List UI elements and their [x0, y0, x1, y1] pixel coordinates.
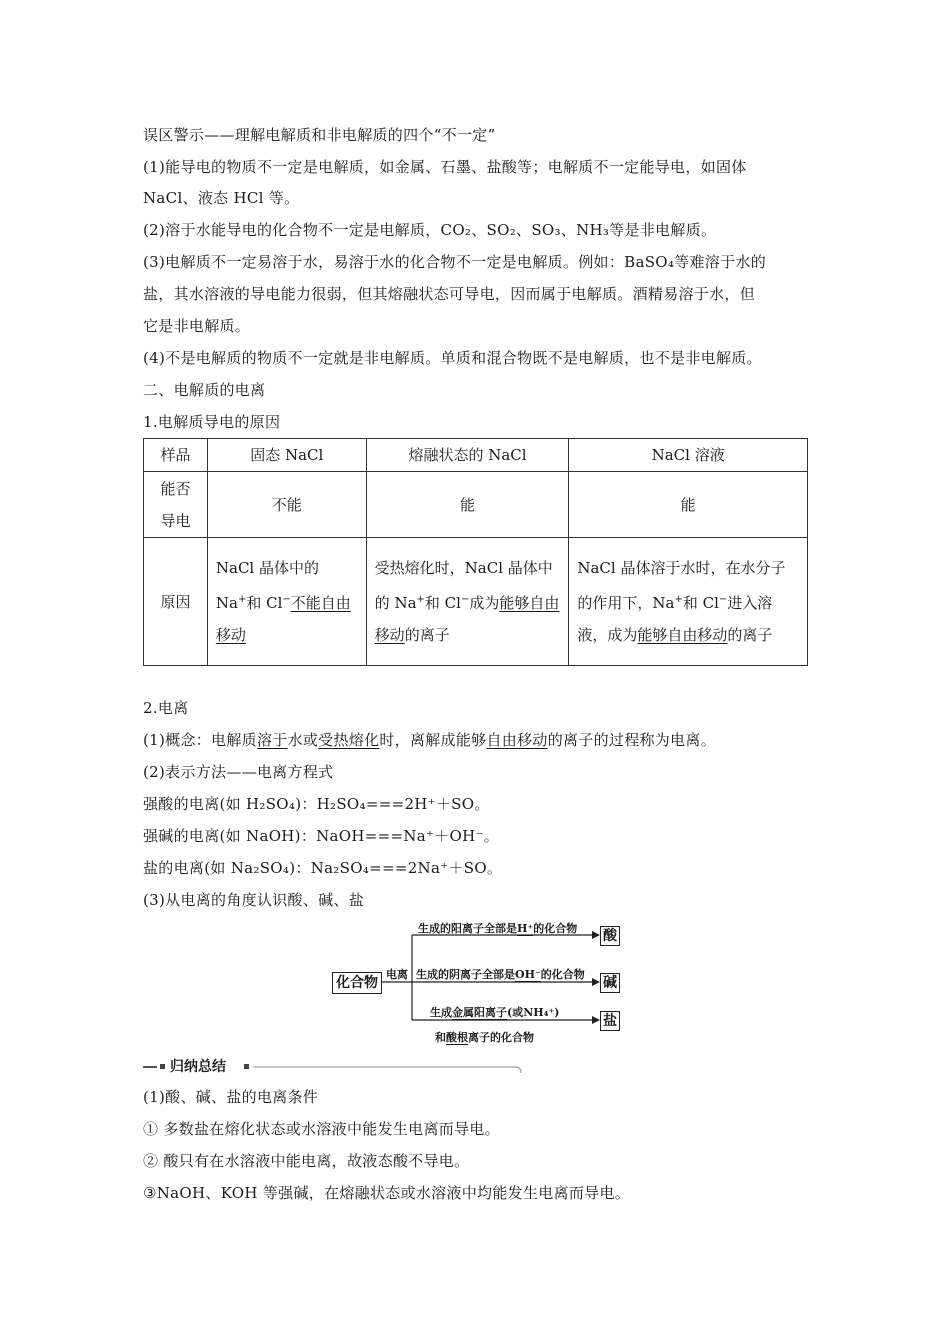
ionization-concept: [143, 730, 813, 750]
warning-point-2: (2)溶于水能导电的化合物不一定是电解质，CO₂、SO₂、SO₃、NH₃等是非电解质。: [143, 221, 717, 239]
underlined-answer: 不能自由移动: [215, 594, 351, 644]
underlined-answer: 能够自由移动: [637, 626, 728, 644]
table-header-cell: 固态 NaCl: [207, 439, 366, 472]
label-text: 的化合物: [533, 922, 578, 935]
summary-line-4: ③NaOH、KOH 等强碱，在熔融状态或水溶液中均能发生电离而导电。: [143, 1184, 631, 1202]
concept-text: 水或: [287, 731, 319, 749]
row-label-reason: 原因: [144, 538, 208, 666]
compound-box: 化合物: [332, 972, 382, 994]
table-cell: [207, 538, 366, 666]
table-row: [144, 439, 808, 472]
salt-definition-line2: [435, 1029, 534, 1045]
underlined-answer: 酸根: [446, 1031, 468, 1044]
table-cell: 不能: [207, 472, 366, 538]
cell-text: 的离子: [727, 626, 773, 644]
base-box: 碱: [600, 973, 620, 993]
cell-text: 的离子: [404, 626, 450, 644]
table-cell: [366, 538, 569, 666]
ionization-method: (2)表示方法——电离方程式: [143, 763, 334, 781]
table-header-cell: 样品: [144, 439, 208, 472]
table-cell: [569, 538, 808, 666]
equation-acid: 强酸的电离(如 H₂SO₄)：H₂SO₄===2H⁺＋SO。: [143, 795, 490, 813]
cell-text: NaCl 晶体中的 Na: [215, 559, 320, 612]
table-header-cell: 熔融状态的 NaCl: [366, 439, 569, 472]
concept-text: 时，离解成能够: [379, 731, 487, 749]
cell-text: 和 Cl: [682, 594, 719, 612]
summary-title: 归纳总结: [170, 1059, 226, 1075]
warning-title: 误区警示——理解电解质和非电解质的四个“不一定”: [143, 126, 496, 144]
underlined-answer: 自由移动: [486, 731, 548, 749]
table-cell: 能: [569, 472, 808, 538]
warning-point-1a: (1)能导电的物质不一定是电解质，如金属、石墨、盐酸等；电解质不一定能导电，如固体: [143, 158, 747, 176]
label-text: 的化合物: [540, 968, 585, 981]
cell-text: 进入溶液，成为: [577, 594, 773, 644]
warning-point-3b: 盐，其水溶液的导电能力很弱，但其熔融状态可导电，因而属于电解质。酒精易溶于水，但: [143, 285, 756, 303]
underlined-answer: H⁺: [517, 922, 534, 935]
warning-point-3a: (3)电解质不一定易溶于水，易溶于水的化合物不一定是电解质。例如：BaSO₄等难溶于水的: [143, 253, 767, 271]
label-text: 和: [435, 1031, 446, 1044]
section-heading: 二、电解质的电离: [143, 381, 266, 399]
warning-point-3c: 它是非电解质。: [143, 317, 251, 335]
underlined-answer: 溶于: [256, 731, 288, 749]
charge-superscript: −: [718, 594, 728, 605]
base-definition: [416, 966, 585, 982]
concept-text: (1)概念：电解质: [143, 731, 257, 749]
equation-salt: 盐的电离(如 Na₂SO₄)：Na₂SO₄===2Na⁺＋SO。: [143, 859, 503, 877]
row-label-line: 能否: [160, 479, 191, 498]
row-label-line: 导电: [160, 511, 191, 530]
underlined-answer: 能够自由移动: [374, 594, 560, 644]
underlined-answer: OH⁻: [515, 968, 541, 981]
table-header-cell: NaCl 溶液: [569, 439, 808, 472]
concept-text: 的离子的过程称为电离。: [547, 731, 716, 749]
cell-text: 受热熔化时，NaCl 晶体中的 Na: [374, 559, 553, 612]
warning-point-1b: NaCl、液态 HCl 等。: [143, 189, 300, 207]
ionization-perspective: (3)从电离的角度认识酸、碱、盐: [143, 891, 365, 909]
cell-text: 和 Cl: [246, 594, 283, 612]
table-row: [144, 472, 808, 538]
cell-text: NaCl 晶体溶于水时，在水分子的作用下，Na: [577, 559, 786, 612]
subsection-heading: 1.电解质导电的原因: [143, 413, 281, 431]
summary-line-2: ① 多数盐在熔化状态或水溶液中能发生电离而导电。: [143, 1120, 500, 1138]
label-text: 离子的化合物: [468, 1031, 534, 1044]
table-row: [144, 538, 808, 666]
charge-superscript: +: [237, 594, 247, 605]
cell-text: 和 Cl: [424, 594, 461, 612]
salt-box: 盐: [600, 1011, 620, 1031]
acid-box: 酸: [600, 926, 620, 946]
acid-base-salt-diagram: [330, 915, 620, 1045]
ionization-heading: 2.电离: [143, 699, 189, 717]
equation-base: 强碱的电离(如 NaOH)：NaOH===Na⁺＋OH⁻。: [143, 827, 500, 845]
summary-line-1: (1)酸、碱、盐的电离条件: [143, 1088, 319, 1106]
conduction-table: [143, 438, 808, 666]
label-text: 生成: [430, 1006, 452, 1019]
underlined-answer: 受热熔化: [318, 731, 380, 749]
label-text: (或NH₄⁺): [507, 1006, 560, 1019]
charge-superscript: +: [674, 594, 683, 605]
label-text: 生成的阳离子全部是: [418, 922, 517, 935]
charge-superscript: −: [282, 594, 291, 605]
acid-definition: [418, 920, 577, 936]
underlined-answer: 金属阳离子: [452, 1006, 507, 1019]
cell-text: 成为: [469, 594, 500, 612]
label-text: 生成的阴离子全部是: [416, 968, 515, 981]
charge-superscript: +: [416, 594, 425, 605]
row-label-conduct: [144, 472, 208, 538]
summary-line-3: ② 酸只有在水溶液中能电离，故液态酸不导电。: [143, 1152, 470, 1170]
salt-definition-line1: [430, 1004, 559, 1020]
table-cell: 能: [366, 472, 569, 538]
charge-superscript: −: [460, 594, 470, 605]
ionize-label: 电离: [386, 968, 408, 981]
warning-point-4: (4)不是电解质的物质不一定就是非电解质。单质和混合物既不是电解质，也不是非电解质。: [143, 349, 762, 367]
summary-badge: [143, 1056, 523, 1078]
